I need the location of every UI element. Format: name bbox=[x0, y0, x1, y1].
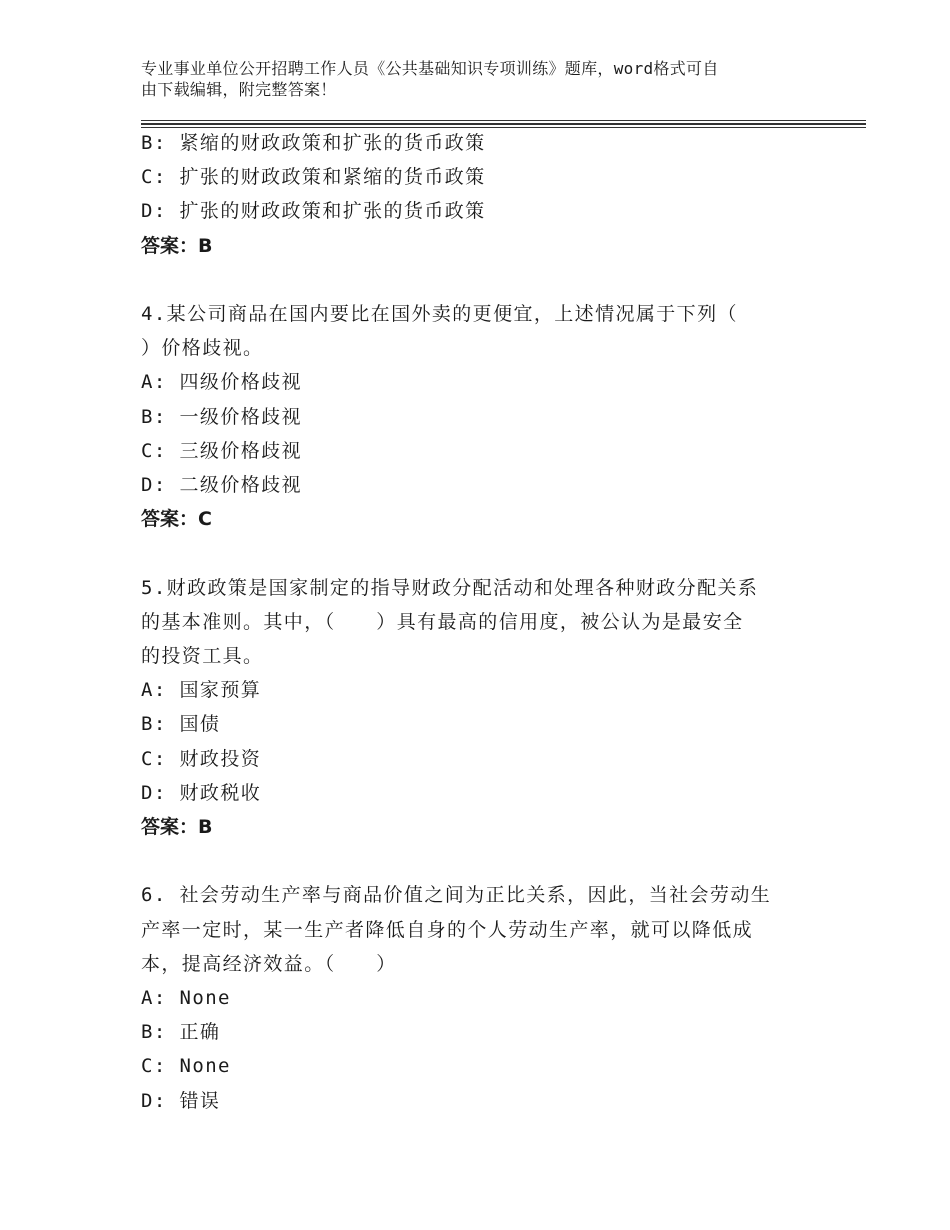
question-stem-line: 6. 社会劳动生产率与商品价值之间为正比关系，因此，当社会劳动生 bbox=[141, 884, 772, 907]
answer: 答案：B bbox=[141, 816, 213, 839]
question-stem-line: 的基本准则。其中，（ ）具有最高的信用度，被公认为是最安全 bbox=[141, 610, 744, 633]
option-c: C: 财政投资 bbox=[141, 747, 262, 770]
answer: 答案：B bbox=[141, 234, 213, 257]
question-6 bbox=[141, 878, 821, 1117]
spacer bbox=[141, 536, 821, 570]
question-stem-line: 5.财政政策是国家制定的指导财政分配活动和处理各种财政分配关系 bbox=[141, 576, 759, 599]
option-b: B: 一级价格歧视 bbox=[141, 405, 302, 428]
option-b: B: 紧缩的财政政策和扩张的货币政策 bbox=[141, 132, 486, 154]
option-a: A: 四级价格歧视 bbox=[141, 371, 302, 394]
option-d: D: 财政税收 bbox=[141, 781, 262, 804]
question-stem-line: 的投资工具。 bbox=[141, 645, 264, 668]
header-line-2: 由下载编辑，附完整答案！ bbox=[141, 80, 337, 99]
header-divider-top bbox=[141, 120, 866, 121]
spacer bbox=[141, 263, 821, 297]
option-c: C: 三级价格歧视 bbox=[141, 439, 302, 462]
page-header bbox=[141, 58, 811, 100]
spacer bbox=[141, 844, 821, 878]
question-stem-line: 本，提高经济效益。（ ） bbox=[141, 952, 397, 975]
question-stem-line: ）价格歧视。 bbox=[141, 337, 264, 360]
option-a: A: 国家预算 bbox=[141, 679, 262, 702]
header-line-1: 专业事业单位公开招聘工作人员《公共基础知识专项训练》题库，word格式可自 bbox=[141, 59, 719, 78]
question-3 bbox=[141, 126, 821, 263]
option-a: A: None bbox=[141, 987, 231, 1010]
option-d: D: 二级价格歧视 bbox=[141, 474, 302, 497]
option-d: D: 错误 bbox=[141, 1089, 221, 1112]
header-divider-middle bbox=[141, 123, 866, 125]
option-c: C: None bbox=[141, 1055, 231, 1078]
question-stem-line: 产率一定时，某一生产者降低自身的个人劳动生产率，就可以降低成 bbox=[141, 918, 754, 941]
option-d: D: 扩张的财政政策和扩张的货币政策 bbox=[141, 200, 486, 223]
option-b: B: 正确 bbox=[141, 1021, 221, 1044]
question-list bbox=[141, 126, 821, 1118]
answer: 答案：C bbox=[141, 508, 212, 531]
question-stem-line: 4.某公司商品在国内要比在国外卖的更便宜，上述情况属于下列（ bbox=[141, 303, 738, 325]
option-c: C: 扩张的财政政策和紧缩的货币政策 bbox=[141, 166, 486, 189]
question-4 bbox=[141, 297, 821, 536]
question-5 bbox=[141, 571, 821, 845]
option-b: B: 国债 bbox=[141, 713, 221, 736]
